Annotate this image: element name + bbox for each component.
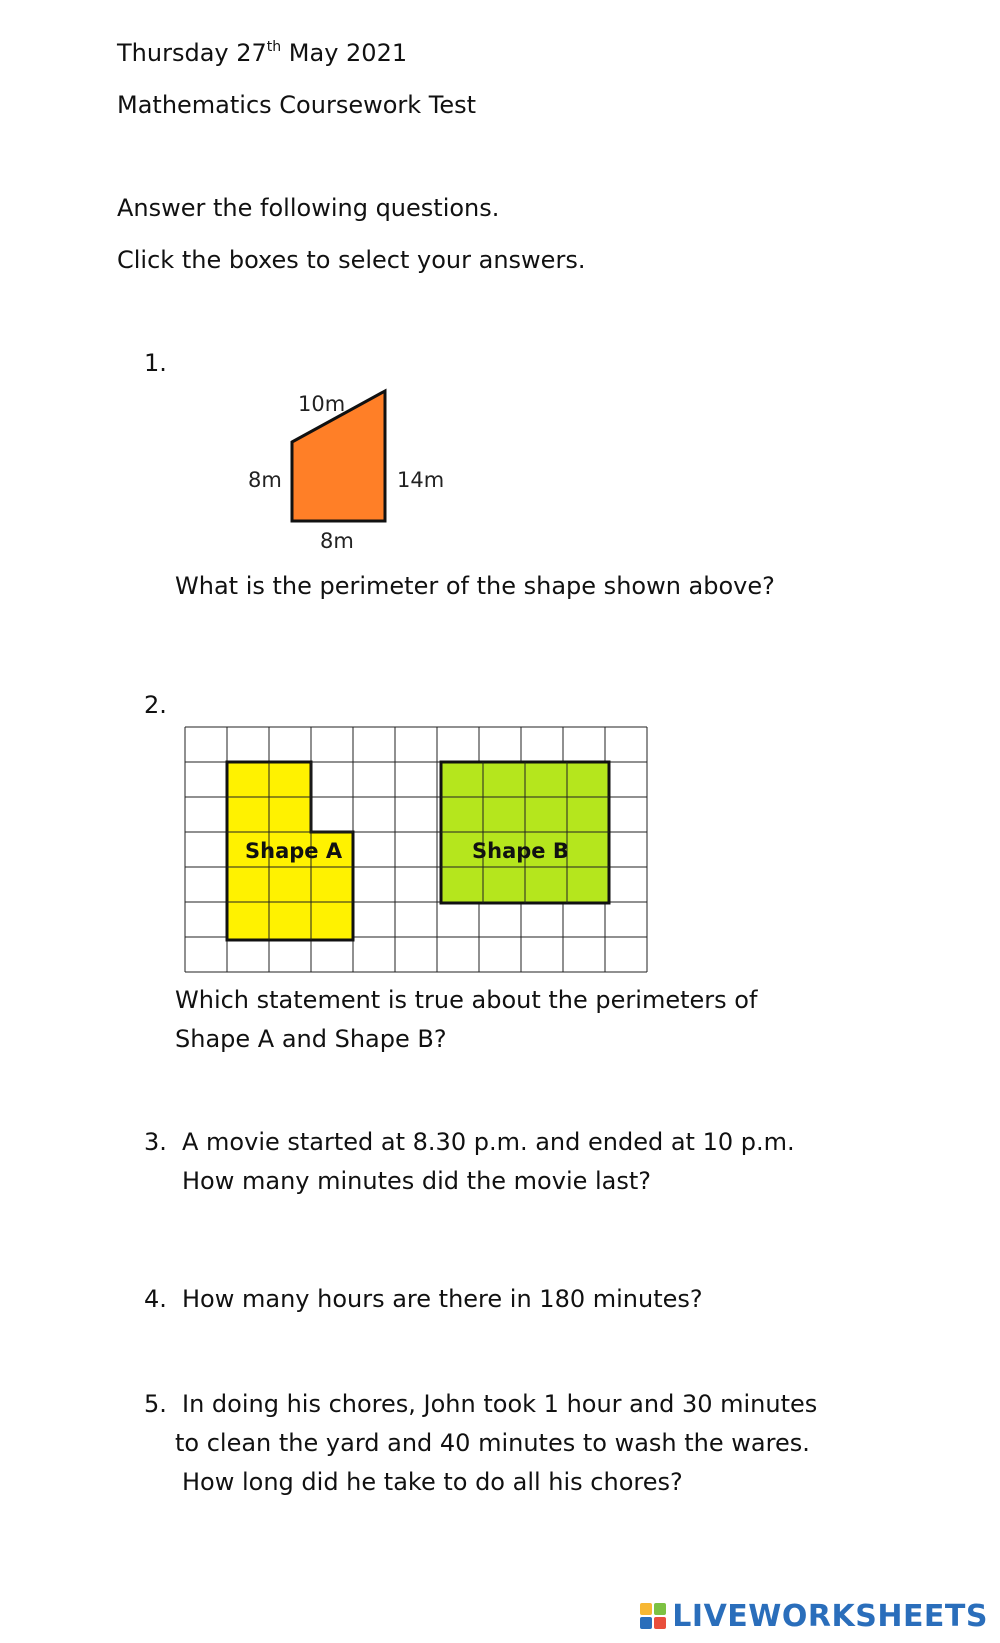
date-day: Thursday 27: [117, 39, 267, 67]
q2-question-line-1: Which statement is true about the perimeters of: [175, 986, 758, 1014]
q1-number: 1.: [144, 349, 167, 377]
liveworksheets-logo[interactable]: [640, 1596, 988, 1636]
q3-number: 3.: [144, 1128, 167, 1156]
q4-number: 4.: [144, 1285, 167, 1313]
q1-label-top: 10m: [298, 392, 346, 416]
instruction-line-1: Answer the following questions.: [117, 194, 500, 222]
liveworksheets-icon: [640, 1603, 666, 1629]
shape-b-label: Shape B: [472, 839, 569, 863]
q1-label-right: 14m: [397, 468, 445, 492]
instruction-line-2: Click the boxes to select your answers.: [117, 246, 586, 274]
q3-line-2: How many minutes did the movie last?: [182, 1167, 652, 1195]
date-suffix: th: [266, 39, 282, 55]
q5-line-3: How long did he take to do all his chores?: [182, 1468, 683, 1496]
q3-line-1: A movie started at 8.30 p.m. and ended at 10 p.m.: [182, 1128, 795, 1156]
q2-question-line-2: Shape A and Shape B?: [175, 1025, 447, 1053]
page-title: Mathematics Coursework Test: [117, 91, 477, 119]
q2-number: 2.: [144, 691, 167, 719]
q1-label-left: 8m: [248, 468, 282, 492]
q1-trapezium-figure: [230, 385, 470, 555]
q5-number: 5.: [144, 1390, 167, 1418]
q1-question: What is the perimeter of the shape shown above?: [175, 572, 775, 600]
shape-a-label: Shape A: [245, 839, 343, 863]
q5-line-2: to clean the yard and 40 minutes to wash the wares.: [175, 1429, 810, 1457]
brand-name: LIVEWORKSHEETS: [672, 1598, 988, 1634]
date-line: [117, 38, 407, 68]
q1-label-bottom: 8m: [320, 529, 354, 553]
date-month-year: May 2021: [288, 39, 408, 67]
q2-grid-figure: [185, 727, 655, 977]
q4-line-1: How many hours are there in 180 minutes?: [182, 1285, 703, 1313]
q5-line-1: In doing his chores, John took 1 hour and 30 minutes: [182, 1390, 818, 1418]
